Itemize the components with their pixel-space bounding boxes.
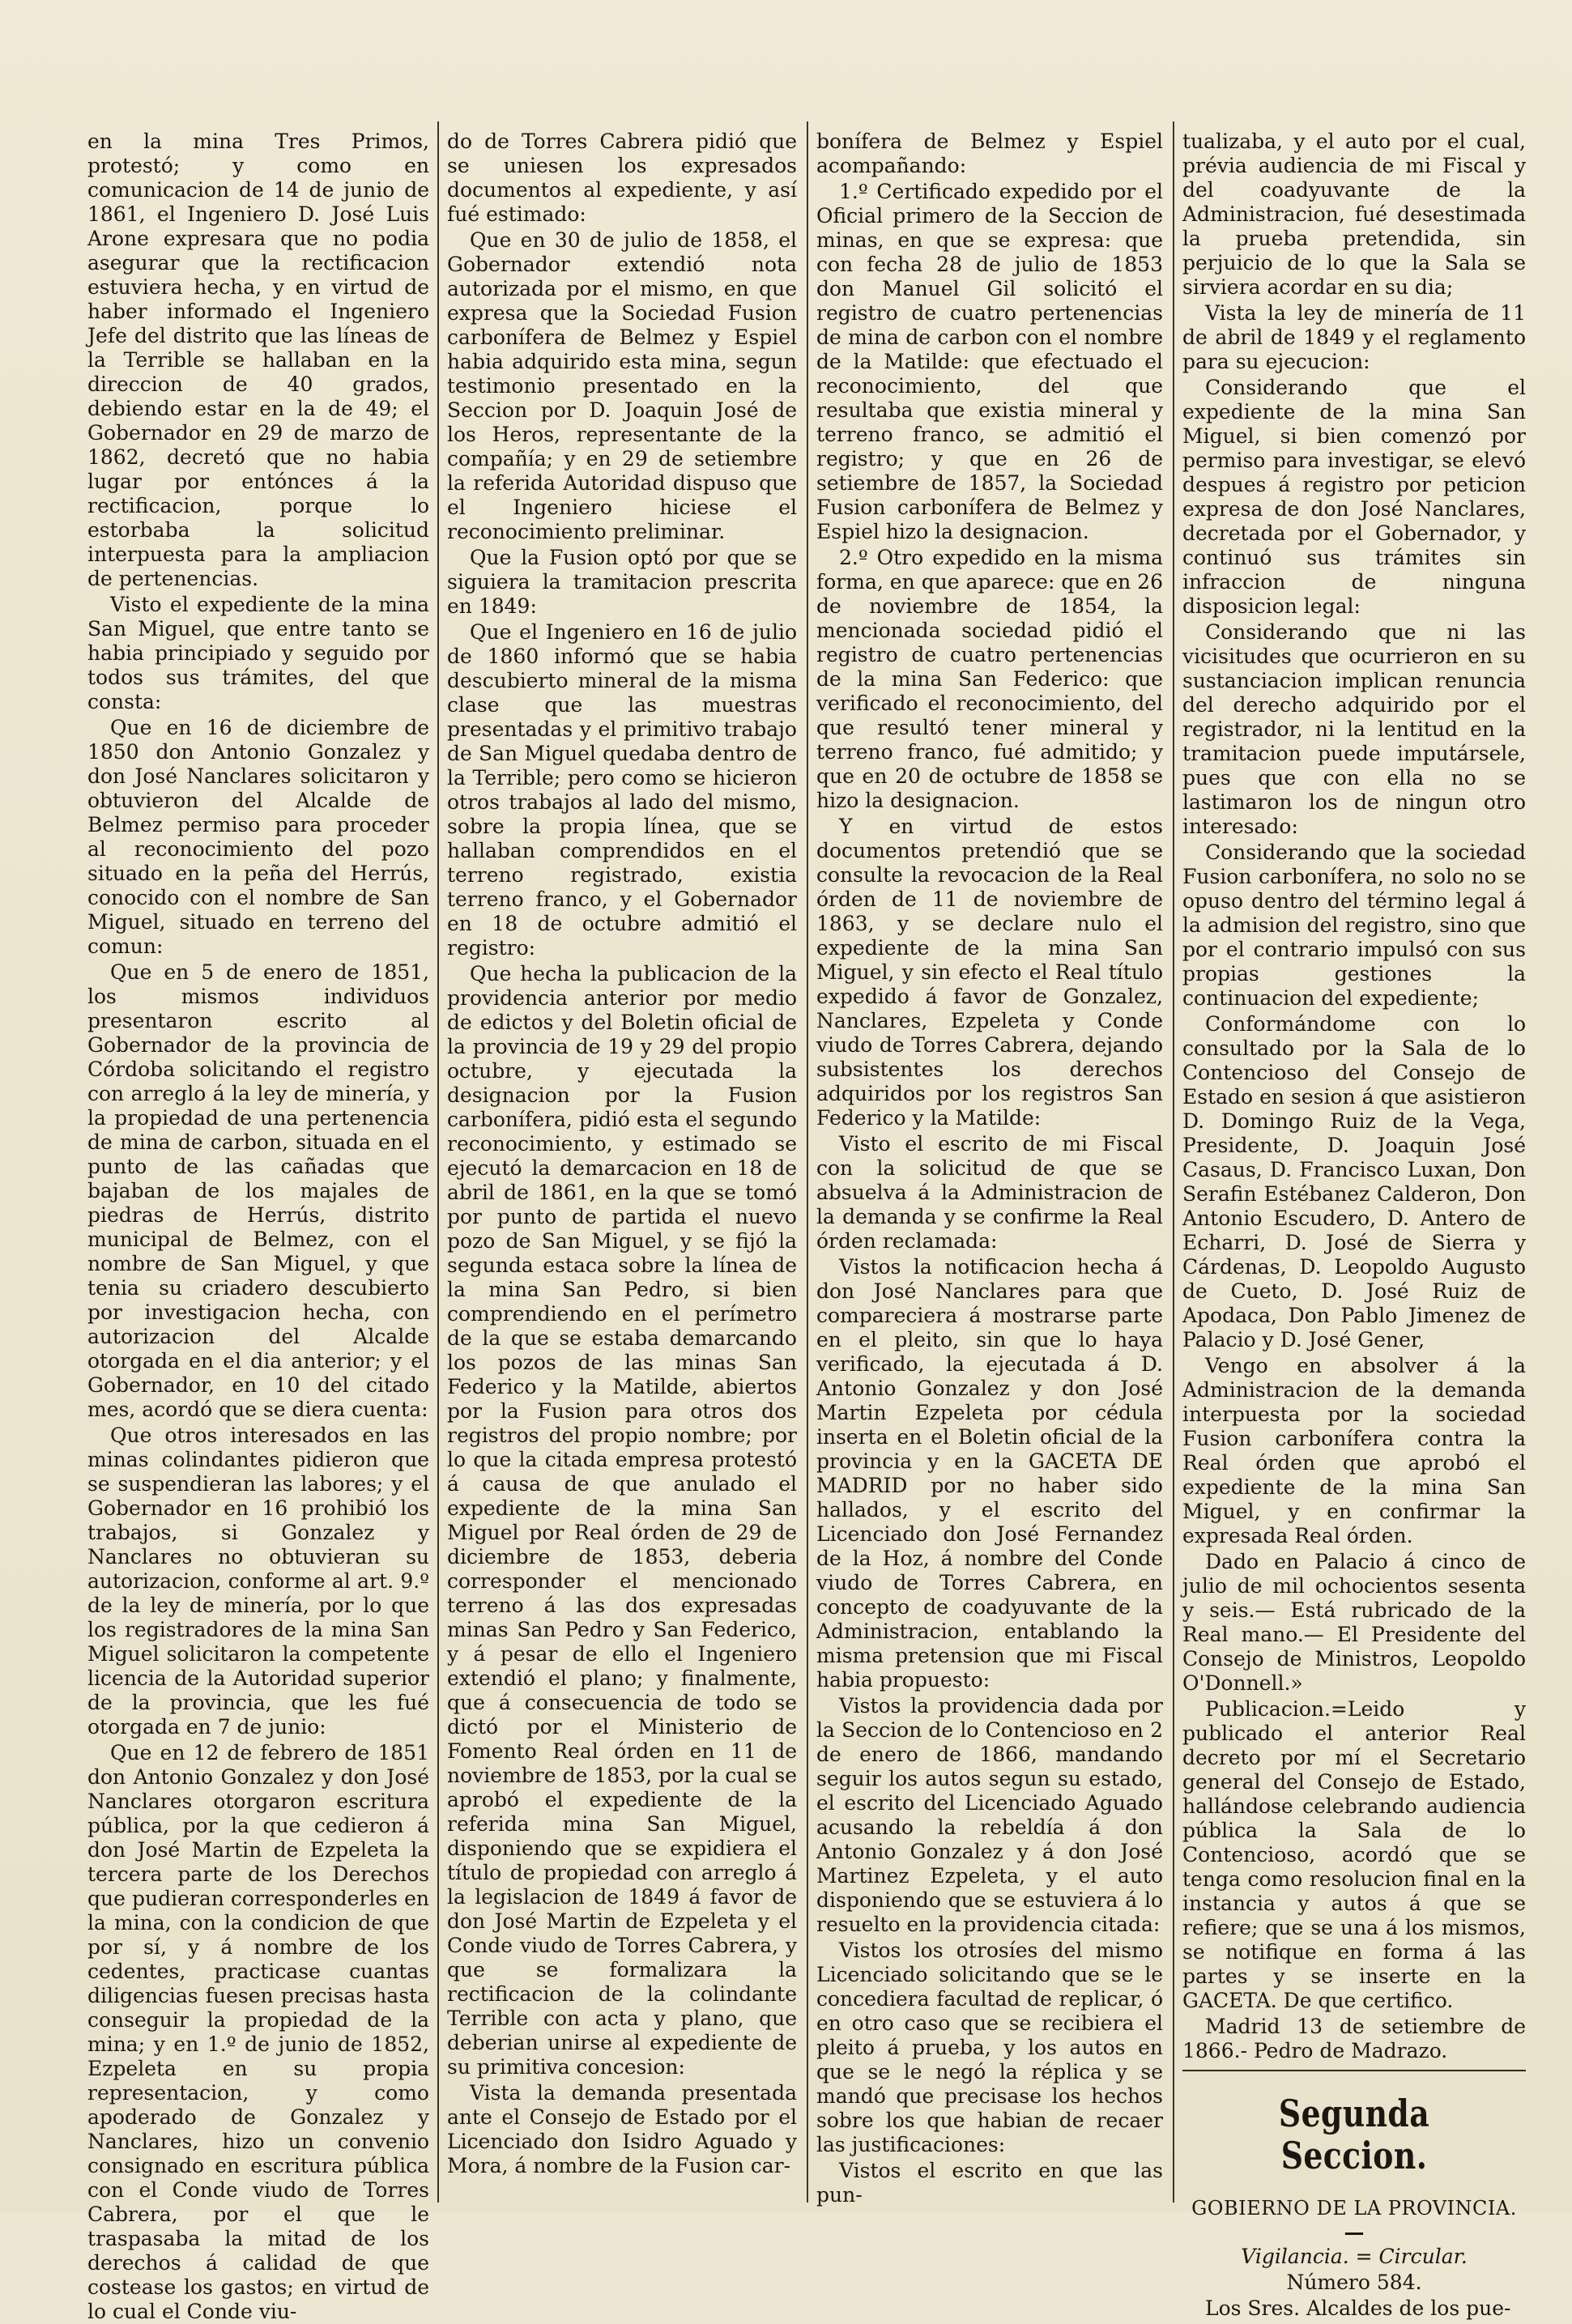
paragraph: Considerando que el expediente de la mina San Miguel, si bien comenzó por permiso para investigar, se elevó despues á registro por peticion expresa de don José Nanclares, decretada por el Gobernador, y continuó sus trámites sin infraccion de ninguna disposicion legal: — [1182, 376, 1526, 618]
paragraph: tualizaba, y el auto por el cual, prévia audiencia de mi Fiscal y del coadyuvante de la Administracion, fué desestimada la prueba pretendida, sin perjuicio de lo que la Sala se sirviera acordar en su dia; — [1182, 130, 1526, 299]
paragraph: Vengo en absolver á la Administracion de la demanda interpuesta por la sociedad Fusion carbonífera contra la Real órden que aprobó el expediente de la mina San Miguel, y en confirmar la expresada Real órden. — [1182, 1354, 1526, 1547]
paragraph: do de Torres Cabrera pidió que se uniesen los expresados documentos al expediente, y así fué estimado: — [447, 130, 797, 226]
paragraph: Conformándome con lo consultado por la Sala de lo Contencioso del Consejo de Estado en sesion á que asistieron D. Domingo Ruiz de la Vega, Presidente, D. Joaquin José Casaus, D. Francisco Luxan, Don Serafin Estébanez Calderon, Don Antonio Escudero, D. Antero de Echarri, D. José de Sierra y Cárdenas, D. Leopoldo Augusto de Cueto, D. José Ruiz de Apodaca, Don Pablo Jimenez de Palacio y D. José Gener, — [1182, 1012, 1526, 1351]
column-1 — [87, 130, 429, 2323]
paragraph: Vista la ley de minería de 11 de abril de 1849 y el reglamento para su ejecucion: — [1182, 301, 1526, 373]
number-line: Número 584. — [1286, 2271, 1422, 2294]
paragraph: en la mina Tres Primos, protestó; y como en comunicacion de 14 de junio de 1861, el Ingeniero D. José Luis Arone expresara que no podia asegurar que la rectificacion estuviera hecha, y en virtud de haber informado el Ingeniero Jefe del distrito que las líneas de la Terrible se hallaban en la direccion de 40 grados, debiendo estar en la de 49; el Gobernador en 29 de marzo de 1862, decretó que no habia lugar por entónces á la rectificacion, porque lo estorbaba la solicitud interpuesta para la ampliacion de pertenencias. — [87, 130, 429, 590]
paragraph: Considerando que ni las vicisitudes que ocurrieron en su sustanciacion implican renuncia del derecho adquirido por el registrador, ni la lentitud en la tramitacion puede imputársele, pues que con ella no se lastimaron los de ningun otro interesado: — [1182, 620, 1526, 838]
section-title: Segunda Seccion. — [1278, 2092, 1430, 2177]
paragraph: Que en 12 de febrero de 1851 don Antonio Gonzalez y don José Nanclares otorgaron escritura pública, por la que cedieron á don José Martin de Ezpeleta la tercera parte de los Derechos que pudieran corresponderles en la mina, con la condicion de que por sí, y á nombre de los cedentes, practicase cuantas diligencias fuesen precisas hasta conseguir la propiedad de la mina; y en 1.º de junio de 1852, Ezpeleta en su propia representacion, y como apoderado de Gonzalez y Nanclares, hizo un convenio consignado en escritura pública con el Conde viudo de Torres Cabrera, por el que le traspasaba la mitad de los derechos á calidad de que costease los gastos; en virtud de lo cual el Conde viu- — [87, 1741, 429, 2323]
column-4 — [1182, 130, 1526, 2320]
circular-line: Vigilancia. = Circular. — [1241, 2245, 1468, 2268]
paragraph: Que la Fusion optó por que se siguiera la tramitacion prescrita en 1849: — [447, 546, 797, 618]
paragraph: Madrid 13 de setiembre de 1866.- Pedro de Madrazo. — [1182, 2015, 1526, 2062]
paragraph: Que hecha la publicacion de la providencia anterior por medio de edictos y del Boletin oficial de la provincia de 19 y 29 del propio octubre, y ejecutada la designacion por la Fusion carbonífera, pidió esta el segundo reconocimiento, y estimado se ejecutó la demarcacion en 18 de abril de 1861, en la que se tomó por punto de partida el nuevo pozo de San Miguel, y se fijó la segunda estaca sobre la línea de la mina San Pedro, si bien comprendiendo en el perímetro de la que se estaba demarcando los pozos de las minas San Federico y la Matilde, abiertos por la Fusion para otros dos registros del propio nombre; por lo que la citada empresa protestó á causa de que anulado el expediente de la mina San Miguel por Real órden de 29 de diciembre de 1853, deberia corresponder el mencionado terreno á las dos expresadas minas San Pedro y San Federico, y á pesar de ello el Ingeniero extendió el plano; y finalmente, que á consecuencia de todo se dictó por el Ministerio de Fomento Real órden en 11 de noviembre de 1853, por la cual se aprobó el expediente de la referida mina San Miguel, disponiendo que se expidiera el título de propiedad con arreglo á la legislacion de 1849 á favor de don José Martin de Ezpeleta y el Conde viudo de Torres Cabrera, y que se formalizara la rectificacion de la colindante Terrible con acta y plano, que deberian unirse al expediente de su primitiva concesion: — [447, 962, 797, 2079]
column-3 — [816, 130, 1163, 2207]
paragraph: Que en 16 de diciembre de 1850 don Antonio Gonzalez y don José Nanclares solicitaron y obtuvieron del Alcalde de Belmez permiso para proceder al reconocimiento del pozo situado en la peña del Herrús, conocido con el nombre de San Miguel, situado en terreno del comun: — [87, 716, 429, 958]
paragraph: Los Sres. Alcaldes de los pue- — [1205, 2296, 1511, 2320]
paragraph: Vistos los otrosíes del mismo Licenciado solicitando que se le concediera facultad de replicar, ó en otro caso que se recibiera el pleito á prueba, y los autos en que se le negó la réplica y se mandó que precisase los hechos sobre los que habian de recaer las justificaciones: — [816, 1939, 1163, 2156]
dash-separator: — — [1344, 2220, 1365, 2244]
paragraph: Que el Ingeniero en 16 de julio de 1860 informó que se habia descubierto mineral de la misma clase que las muestras presentadas y el primitivo trabajo de San Miguel quedaba dentro de la Terrible; pero como se hicieron otros trabajos al lado del mismo, sobre la propia línea, que se hallaban comprendidos en el terreno registrado, existia terreno franco, y el Gobernador en 18 de octubre admitió el registro: — [447, 620, 797, 960]
paragraph: 1.º Certificado expedido por el Oficial primero de la Seccion de minas, en que se expresa: que con fecha 28 de julio de 1853 don Manuel Gil solicitó el registro de cuatro pertenencias de mina de carbon con el nombre de la Matilde: que efectuado el reconocimiento, del que resultaba que existia mineral y terreno franco, se admitió el registro; y que en 26 de setiembre de 1857, la Sociedad Fusion carbonífera de Belmez y Espiel hizo la designacion. — [816, 180, 1163, 543]
paragraph: Vistos la notificacion hecha á don José Nanclares para que compareciera á mostrarse parte en el pleito, sin que lo haya verificado, la ejecutada á D. Antonio Gonzalez y don José Martin Ezpeleta por cédula inserta en el Boletin oficial de la provincia y en la GACETA DE MADRID por no haber sido hallados, y el escrito del Licenciado don José Fernandez de la Hoz, á nombre del Conde viudo de Torres Cabrera, en concepto de coadyuvante de la Administracion, entablando la misma pretension que mi Fiscal habia propuesto: — [816, 1255, 1163, 1692]
paragraph: Considerando que la sociedad Fusion carbonífera, no solo no se opuso dentro del término legal á la admision del registro, sino que por el contrario impulsó con sus propias gestiones la continuacion del expediente; — [1182, 841, 1526, 1010]
government-heading: GOBIERNO DE LA PROVINCIA. — [1191, 2197, 1517, 2220]
paragraph: Que otros interesados en las minas colindantes pidieron que se suspendieran las labores; y el Gobernador en 16 prohibió los trabajos, si Gonzalez y Nanclares no obtuvieran su autorizacion, conforme al art. 9.º de la ley de minería, por lo que los registradores de la mina San Miguel solicitaron la competente licencia de la Autoridad superior de la provincia, que les fué otorgada en 7 de junio: — [87, 1424, 429, 1739]
paragraph: Y en virtud de estos documentos pretendió que se consulte la revocacion de la Real órden de 11 de noviembre de 1863, y se declare nulo el expediente de la mina San Miguel, y sin efecto el Real título expedido á favor de Gonzalez, Nanclares, Ezpeleta y Conde viudo de Torres Cabrera, dejando subsistentes los derechos adquiridos por los registros San Federico y la Matilde: — [816, 815, 1163, 1130]
paragraph: Que en 30 de julio de 1858, el Gobernador extendió nota autorizada por el mismo, en que expresa que la Sociedad Fusion carbonífera de Belmez y Espiel habia adquirido esta mina, segun testimonio presentado en la Seccion por D. Joaquin José de los Heros, representante de la compañía; y en 29 de setiembre la referida Autoridad dispuso que el Ingeniero hiciese el reconocimiento preliminar. — [447, 228, 797, 543]
paragraph: Dado en Palacio á cinco de julio de mil ochocientos sesenta y seis.— Está rubricado de la Real mano.— El Presidente del Consejo de Ministros, Leopoldo O'Donnell.» — [1182, 1550, 1526, 1695]
paragraph: bonífera de Belmez y Espiel acompañando: — [816, 130, 1163, 177]
paragraph: Que en 5 de enero de 1851, los mismos individuos presentaron escrito al Gobernador de la provincia de Córdoba solicitando el registro con arreglo á la ley de minería, y la propiedad de una pertenencia de mina de carbon, situada en el punto de las cañadas que bajaban de los majales de piedras de Herrús, distrito municipal de Belmez, con el nombre de San Miguel, y que tenia su criadero descubierto por investigacion hecha, con autorizacion del Alcalde otorgada en el dia anterior; y el Gobernador, en 10 del citado mes, acordó que se diera cuenta: — [87, 960, 429, 1421]
paragraph: Vistos el escrito en que las pun- — [816, 2159, 1163, 2207]
column-2 — [447, 130, 797, 2198]
divider — [1182, 2070, 1526, 2071]
column-rule — [437, 121, 439, 2203]
paragraph: Vista la demanda presentada ante el Consejo de Estado por el Licenciado don Isidro Aguado y Mora, á nombre de la Fusion car- — [447, 2081, 797, 2177]
column-rule — [807, 121, 808, 2203]
paragraph: Visto el escrito de mi Fiscal con la solicitud de que se absuelva á la Administracion de la demanda y se confirme la Real órden reclamada: — [816, 1132, 1163, 1253]
paragraph: Vistos la providencia dada por la Seccion de lo Contencioso en 2 de enero de 1866, mandando seguir los autos segun su estado, el escrito del Licenciado Aguado acusando la rebeldía á don Antonio Gonzalez y á don José Martinez Ezpeleta, y el auto disponiendo que se estuviera á lo resuelto en la providencia citada: — [816, 1694, 1163, 1936]
column-rule — [1173, 121, 1174, 2203]
paragraph: 2.º Otro expedido en la misma forma, en que aparece: que en 26 de noviembre de 1854, la mencionada sociedad pidió el registro de cuatro pertenencias de la mina San Federico: que verificado el reconocimiento, del que resultó tener mineral y terreno franco, fué admitido; y que en 20 de octubre de 1858 se hizo la designacion. — [816, 546, 1163, 812]
paragraph: Visto el expediente de la mina San Miguel, que entre tanto se habia principiado y seguido por todos sus trámites, del que consta: — [87, 593, 429, 713]
paragraph: Publicacion.=Leido y publicado el anterior Real decreto por mí el Secretario general del Consejo de Estado, hallándose celebrando audiencia pública la Sala de lo Contencioso, acordó que se tenga como resolucion final en la instancia y autos á que se refiere; que se una á los mismos, se notifique en forma á las partes y se inserte en la GACETA. De que certifico. — [1182, 1697, 1526, 2012]
